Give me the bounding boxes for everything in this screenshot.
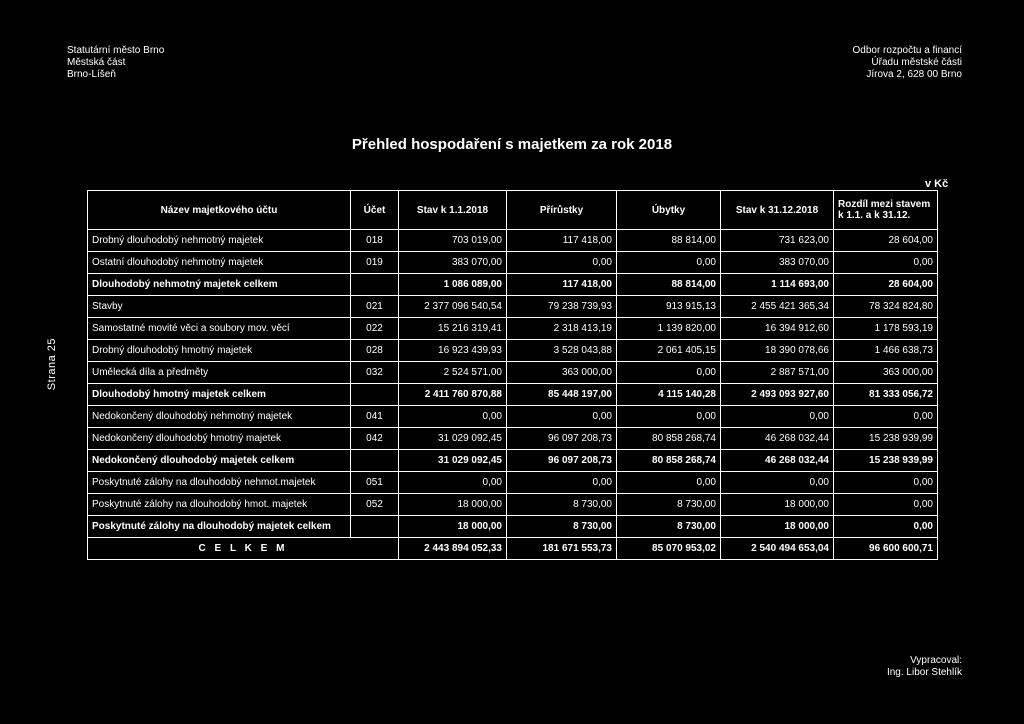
row-end: 18 390 078,66 [721, 340, 834, 362]
row-end: 2 493 093 927,60 [721, 384, 834, 406]
row-end: 0,00 [721, 472, 834, 494]
table-row [88, 406, 938, 428]
row-increase: 79 238 739,93 [507, 296, 617, 318]
col-header-account: Účet [351, 191, 399, 230]
table-row [88, 296, 938, 318]
grand-total-end: 2 540 494 653,04 [721, 538, 834, 560]
row-difference: 15 238 939,99 [834, 450, 938, 472]
grand-total-difference: 96 600 600,71 [834, 538, 938, 560]
row-decrease: 88 814,00 [617, 274, 721, 296]
row-account: 022 [351, 318, 399, 340]
row-difference: 28 604,00 [834, 274, 938, 296]
row-difference: 81 333 056,72 [834, 384, 938, 406]
row-difference: 1 466 638,73 [834, 340, 938, 362]
table-row [88, 472, 938, 494]
page-title: Přehled hospodaření s majetkem za rok 2018 [351, 136, 673, 153]
header-department: Odbor rozpočtu a financí [852, 45, 962, 56]
row-account: 042 [351, 428, 399, 450]
row-end: 18 000,00 [721, 516, 834, 538]
row-end: 1 114 693,00 [721, 274, 834, 296]
header-address: Jírova 2, 628 00 Brno [866, 69, 962, 80]
row-difference: 15 238 939,99 [834, 428, 938, 450]
header-right [852, 45, 962, 81]
row-start: 383 070,00 [399, 252, 507, 274]
row-name: Poskytnuté zálohy na dlouhodobý majetek celkem [88, 516, 351, 538]
row-increase: 117 418,00 [507, 274, 617, 296]
subtotal-row [88, 450, 938, 472]
grand-total-label: C E L K E M [88, 538, 399, 560]
row-name: Stavby [88, 296, 351, 318]
row-name: Nedokončený dlouhodobý hmotný majetek [88, 428, 351, 450]
row-increase: 2 318 413,19 [507, 318, 617, 340]
row-name: Poskytnuté zálohy na dlouhodobý hmot. majetek [88, 494, 351, 516]
table-row [88, 494, 938, 516]
col-header-increase: Přírůstky [507, 191, 617, 230]
header-city: Statutární město Brno [67, 45, 165, 56]
table-row [88, 318, 938, 340]
row-difference: 0,00 [834, 494, 938, 516]
row-start: 18 000,00 [399, 494, 507, 516]
subtotal-row [88, 384, 938, 406]
row-account: 018 [351, 230, 399, 252]
row-account [351, 274, 399, 296]
row-name: Ostatní dlouhodobý nehmotný majetek [88, 252, 351, 274]
row-account: 028 [351, 340, 399, 362]
row-start: 31 029 092,45 [399, 428, 507, 450]
row-start: 31 029 092,45 [399, 450, 507, 472]
row-account: 041 [351, 406, 399, 428]
table-header-row [88, 191, 938, 230]
row-account: 051 [351, 472, 399, 494]
row-start: 2 524 571,00 [399, 362, 507, 384]
row-start: 15 216 319,41 [399, 318, 507, 340]
row-decrease: 0,00 [617, 252, 721, 274]
row-increase: 8 730,00 [507, 494, 617, 516]
col-header-name: Název majetkového účtu [88, 191, 351, 230]
row-account: 019 [351, 252, 399, 274]
row-increase: 96 097 208,73 [507, 450, 617, 472]
row-end: 18 000,00 [721, 494, 834, 516]
header-left [67, 45, 164, 81]
row-end: 2 887 571,00 [721, 362, 834, 384]
row-decrease: 80 858 268,74 [617, 450, 721, 472]
row-account [351, 516, 399, 538]
row-end: 731 623,00 [721, 230, 834, 252]
row-increase: 0,00 [507, 406, 617, 428]
row-end: 383 070,00 [721, 252, 834, 274]
row-start: 1 086 089,00 [399, 274, 507, 296]
row-decrease: 913 915,13 [617, 296, 721, 318]
table-row [88, 428, 938, 450]
row-end: 0,00 [721, 406, 834, 428]
table-row [88, 362, 938, 384]
page-number: Strana 25 [46, 338, 58, 391]
row-start: 703 019,00 [399, 230, 507, 252]
row-name: Drobný dlouhodobý nehmotný majetek [88, 230, 351, 252]
row-decrease: 8 730,00 [617, 516, 721, 538]
row-decrease: 4 115 140,28 [617, 384, 721, 406]
row-name: Umělecká díla a předměty [88, 362, 351, 384]
row-decrease: 0,00 [617, 362, 721, 384]
row-increase: 363 000,00 [507, 362, 617, 384]
table-row [88, 340, 938, 362]
row-start: 16 923 439,93 [399, 340, 507, 362]
header-district-label: Městská část [67, 57, 126, 68]
row-name: Poskytnuté zálohy na dlouhodobý nehmot.majetek [88, 472, 351, 494]
signature-label: Vypracoval: [910, 655, 962, 666]
row-decrease: 0,00 [617, 472, 721, 494]
row-name: Samostatné movité věci a soubory mov. věcí [88, 318, 351, 340]
row-account: 032 [351, 362, 399, 384]
row-name: Nedokončený dlouhodobý majetek celkem [88, 450, 351, 472]
row-start: 18 000,00 [399, 516, 507, 538]
row-increase: 0,00 [507, 472, 617, 494]
row-start: 0,00 [399, 406, 507, 428]
col-header-start: Stav k 1.1.2018 [399, 191, 507, 230]
row-account [351, 384, 399, 406]
signature-block [887, 655, 962, 679]
grand-total-decrease: 85 070 953,02 [617, 538, 721, 560]
table-row [88, 230, 938, 252]
grand-total-increase: 181 671 553,73 [507, 538, 617, 560]
subtotal-row [88, 274, 938, 296]
row-start: 2 377 096 540,54 [399, 296, 507, 318]
row-end: 2 455 421 365,34 [721, 296, 834, 318]
row-increase: 0,00 [507, 252, 617, 274]
row-decrease: 80 858 268,74 [617, 428, 721, 450]
col-header-end: Stav k 31.12.2018 [721, 191, 834, 230]
row-difference: 1 178 593,19 [834, 318, 938, 340]
row-difference: 0,00 [834, 516, 938, 538]
row-increase: 117 418,00 [507, 230, 617, 252]
row-increase: 96 097 208,73 [507, 428, 617, 450]
currency-unit: v Kč [925, 178, 949, 190]
col-header-decrease: Úbytky [617, 191, 721, 230]
signature-name: Ing. Libor Stehlík [886, 667, 962, 678]
row-increase: 85 448 197,00 [507, 384, 617, 406]
row-name: Nedokončený dlouhodobý nehmotný majetek [88, 406, 351, 428]
row-increase: 8 730,00 [507, 516, 617, 538]
row-decrease: 0,00 [617, 406, 721, 428]
row-decrease: 2 061 405,15 [617, 340, 721, 362]
table-row [88, 252, 938, 274]
grand-total-row [88, 538, 938, 560]
row-decrease: 88 814,00 [617, 230, 721, 252]
row-account: 052 [351, 494, 399, 516]
row-difference: 28 604,00 [834, 230, 938, 252]
header-office: Úřadu městské části [871, 57, 962, 68]
row-name: Drobný dlouhodobý hmotný majetek [88, 340, 351, 362]
row-increase: 3 528 043,88 [507, 340, 617, 362]
row-difference: 0,00 [834, 472, 938, 494]
row-decrease: 1 139 820,00 [617, 318, 721, 340]
col-header-difference: Rozdíl mezi stavem k 1.1. a k 31.12. [834, 191, 938, 230]
asset-table [87, 190, 938, 560]
row-account: 021 [351, 296, 399, 318]
header-district: Brno-Líšeň [67, 69, 116, 80]
row-start: 2 411 760 870,88 [399, 384, 507, 406]
subtotal-row [88, 516, 938, 538]
row-name: Dlouhodobý nehmotný majetek celkem [88, 274, 351, 296]
row-decrease: 8 730,00 [617, 494, 721, 516]
row-start: 0,00 [399, 472, 507, 494]
row-name: Dlouhodobý hmotný majetek celkem [88, 384, 351, 406]
grand-total-start: 2 443 894 052,33 [399, 538, 507, 560]
row-difference: 78 324 824,80 [834, 296, 938, 318]
row-difference: 363 000,00 [834, 362, 938, 384]
row-end: 46 268 032,44 [721, 450, 834, 472]
row-difference: 0,00 [834, 406, 938, 428]
row-difference: 0,00 [834, 252, 938, 274]
row-end: 46 268 032,44 [721, 428, 834, 450]
row-end: 16 394 912,60 [721, 318, 834, 340]
row-account [351, 450, 399, 472]
